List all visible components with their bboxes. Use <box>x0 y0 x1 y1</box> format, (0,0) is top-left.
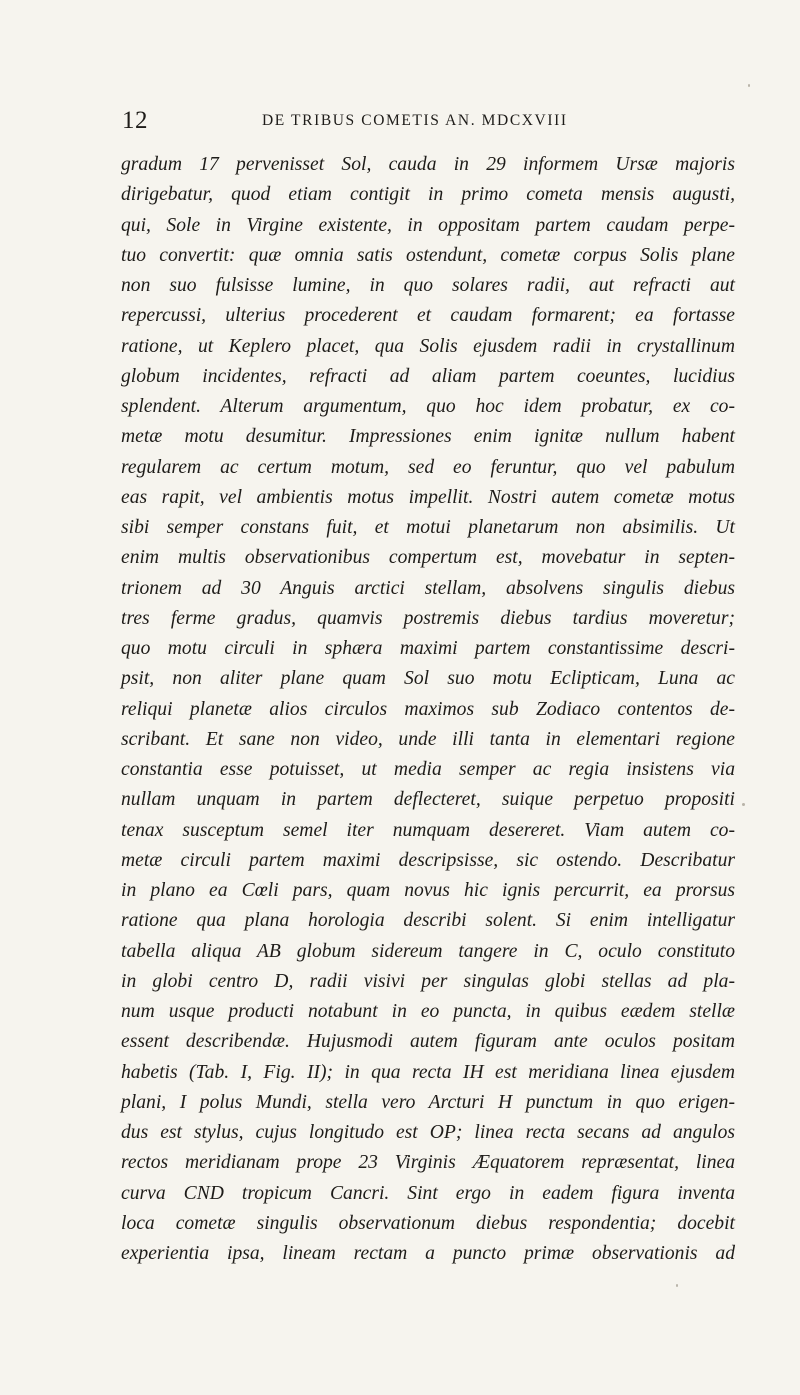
text-line: globum incidentes, refracti ad aliam partem coeuntes, lucidius <box>121 365 735 387</box>
text-line: repercussi, ulterius procederent et caudam formarent; ea fortasse <box>121 305 735 327</box>
paper-speck <box>748 84 750 87</box>
text-line: qui, Sole in Virgine existente, in oppositam partem caudam perpe- <box>121 214 735 236</box>
text-line: ratione, ut Keplero placet, qua Solis ejusdem radii in crystallinum <box>121 335 735 357</box>
text-line: experientia ipsa, lineam rectam a puncto primæ observationis ad <box>121 1243 735 1264</box>
text-line: tenax susceptum semel iter numquam desereret. Viam autem co- <box>121 819 735 841</box>
text-line: tres ferme gradus, quamvis postremis diebus tardius moveretur; <box>121 607 735 629</box>
text-line: dirigebatur, quod etiam contigit in primo cometa mensis augusti, <box>121 184 735 206</box>
text-line: regularem ac certum motum, sed eo feruntur, quo vel pabulum <box>121 456 735 478</box>
text-line: sibi semper constans fuit, et motui planetarum non absimilis. Ut <box>121 517 735 538</box>
text-line: rectos meridianam prope 23 Virginis Æquatorem repræsentat, linea <box>121 1152 735 1174</box>
text-line: dus est stylus, cujus longitudo est OP; linea recta secans ad angulos <box>121 1122 735 1143</box>
text-line: in plano ea Cœli pars, quam novus hic ignis percurrit, ea prorsus <box>121 880 735 901</box>
text-line: reliqui planetæ alios circulos maximos sub Zodiaco contentos de- <box>121 698 735 720</box>
text-line: plani, I polus Mundi, stella vero Arcturi H punctum in quo erigen- <box>121 1091 735 1113</box>
running-title: DE TRIBUS COMETIS AN. MDCXVIII <box>262 112 568 129</box>
body-text <box>121 150 735 1269</box>
text-line: metæ motu desumitur. Impressiones enim ignitæ nullum habent <box>121 426 735 448</box>
paper-speck <box>742 803 745 806</box>
text-line: ratione qua plana horologia describi solent. Si enim intelligatur <box>121 910 735 932</box>
page-number: 12 <box>122 107 148 134</box>
text-line: trionem ad 30 Anguis arctici stellam, absolvens singulis diebus <box>121 577 735 599</box>
text-line: constantia esse potuisset, ut media semper ac regia insistens via <box>121 759 735 780</box>
running-head <box>122 106 726 136</box>
text-line: habetis (Tab. I, Fig. II); in qua recta IH est meridiana linea ejusdem <box>121 1061 735 1083</box>
text-line: eas rapit, vel ambientis motus impellit. Nostri autem cometæ motus <box>121 486 735 508</box>
text-line: quo motu circuli in sphæra maximi partem constantissime descri- <box>121 638 735 659</box>
text-line: num usque producti notabunt in eo puncta, in quibus eædem stellæ <box>121 1001 735 1022</box>
text-line: tabella aliqua AB globum sidereum tangere in C, oculo constituto <box>121 940 735 962</box>
text-line: splendent. Alterum argumentum, quo hoc idem probatur, ex co- <box>121 396 735 417</box>
text-line: in globi centro D, radii visivi per singulas globi stellas ad pla- <box>121 970 735 992</box>
text-line: nullam unquam in partem deflecteret, suique perpetuo propositi <box>121 789 735 811</box>
text-line: enim multis observationibus compertum est, movebatur in septen- <box>121 547 735 569</box>
paper-speck <box>676 1284 678 1287</box>
text-line: metæ circuli partem maximi descripsisse, sic ostendo. Describatur <box>121 849 735 871</box>
text-line: gradum 17 pervenisset Sol, cauda in 29 informem Ursæ majoris <box>121 154 735 175</box>
text-line: scribant. Et sane non video, unde illi tanta in elementari regione <box>121 728 735 750</box>
text-line: essent describendæ. Hujusmodi autem figuram ante oculos positam <box>121 1031 735 1053</box>
text-line: non suo fulsisse lumine, in quo solares radii, aut refracti aut <box>121 275 735 296</box>
text-line: psit, non aliter plane quam Sol suo motu Eclipticam, Luna ac <box>121 668 735 690</box>
text-line: tuo convertit: quæ omnia satis ostendunt, cometæ corpus Solis plane <box>121 244 735 266</box>
text-line: curva CND tropicum Cancri. Sint ergo in eadem figura inventa <box>121 1182 735 1204</box>
text-line: loca cometæ singulis observationum diebus respondentia; docebit <box>121 1212 735 1234</box>
